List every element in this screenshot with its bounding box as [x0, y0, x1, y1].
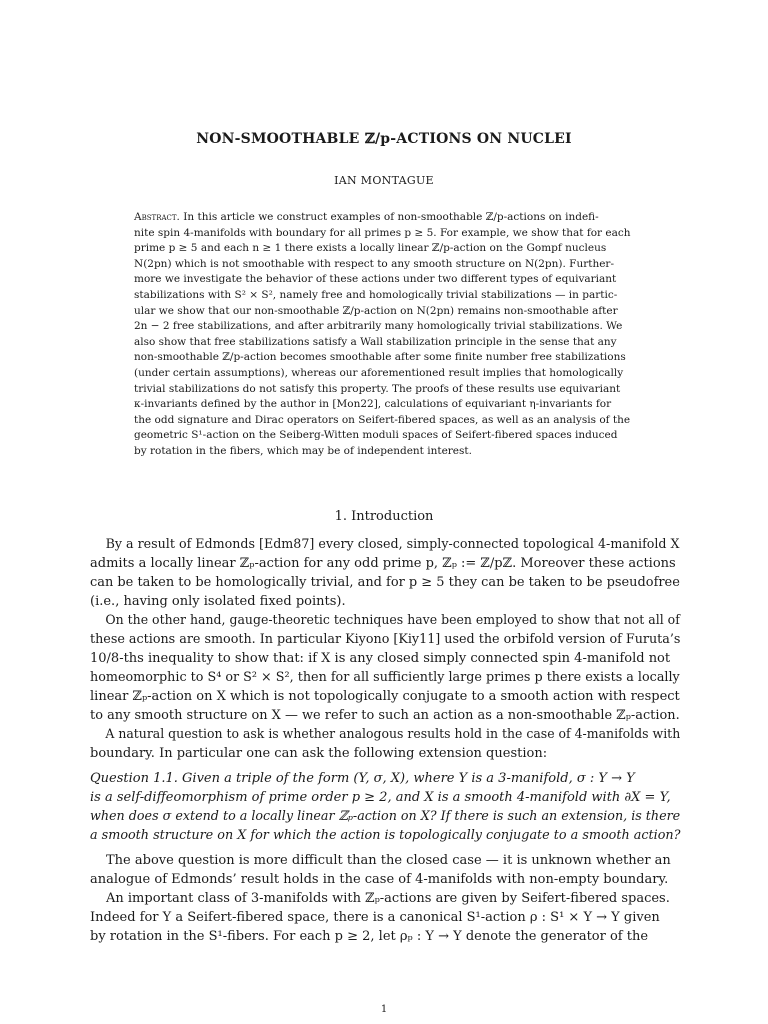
question-line: Question 1.1. Given a triple of the form (Y, σ, X), where Y is a 3-manifold, σ : Y → Y — [90, 771, 635, 786]
body-text — [90, 535, 680, 946]
body-line: Indeed for Y a Seifert-fibered space, there is a canonical S¹-action ρ : S¹ × Y → Y given — [90, 910, 660, 925]
body-line: A natural question to ask is whether analogous results hold in the case of 4-manifolds with — [105, 727, 681, 742]
body-line: 10/8-ths inequality to show that: if X is any closed simply connected spin 4-manifold not — [90, 651, 671, 666]
abstract-line: prime p ≥ 5 and each n ≥ 1 there exists a locally linear ℤ/p-action on the Gompf nucleus — [134, 242, 607, 255]
abstract-line: (under certain assumptions), whereas our aforementioned result implies that homologically — [134, 366, 624, 379]
paper-title: NON-SMOOTHABLE ℤ/p-ACTIONS ON NUCLEI — [196, 131, 572, 147]
body-line: An important class of 3-manifolds with ℤₚ-actions are given by Seifert-fibered spaces. — [106, 891, 670, 906]
body-line: By a result of Edmonds [Edm87] every closed, simply-connected topological 4-manifold X — [105, 537, 680, 552]
body-line: to any smooth structure on X — we refer to such an action as a non-smoothable ℤₚ-action. — [90, 708, 680, 723]
body-line: On the other hand, gauge-theoretic techniques have been employed to show that not all of — [105, 613, 680, 628]
question-line: when does σ extend to a locally linear ℤₚ-action on X? If there is such an extension, is there — [90, 809, 681, 824]
abstract-line: nite spin 4-manifolds with boundary for all primes p ≥ 5. For example, we show that for each — [134, 226, 631, 239]
abstract-line: κ-invariants defined by the author in [Mon22], calculations of equivariant η-invariants for — [134, 398, 612, 411]
abstract-line-text: In this article we construct examples of non-smoothable ℤ/p-actions on indefi- — [183, 211, 599, 223]
abstract-line: 2n − 2 free stabilizations, and after arbitrarily many homologically trivial stabilizations. We — [134, 320, 623, 333]
body-line: The above question is more difficult than the closed case — it is unknown whether an — [106, 853, 671, 868]
abstract-line: the odd signature and Dirac operators on Seifert-fibered spaces, as well as an analysis of the — [134, 413, 631, 426]
abstract-line: non-smoothable ℤ/p-action becomes smoothable after some finite number free stabilizations — [134, 351, 626, 364]
body-line: these actions are smooth. In particular Kiyono [Kiy11] used the orbifold version of Furuta’s — [90, 632, 681, 647]
abstract — [134, 210, 634, 460]
abstract-line — [134, 210, 634, 226]
abstract-line: stabilizations with S² × S², namely free and homologically trivial stabilizations — in partic- — [134, 288, 618, 301]
abstract-line: N(2pn) which is not smoothable with respect to any smooth structure on N(2pn). Further- — [134, 257, 614, 270]
abstract-line: ular we show that our non-smoothable ℤ/p-action on N(2pn) remains non-smoothable after — [134, 304, 618, 317]
body-line: by rotation in the S¹-fibers. For each p ≥ 2, let ρₚ : Y → Y denote the generator of the — [90, 929, 649, 944]
body-line: homeomorphic to S⁴ or S² × S², then for all sufficiently large primes p there exists a locally — [90, 670, 680, 685]
abstract-line: trivial stabilizations do not satisfy this property. The proofs of these results use equivariant — [134, 382, 621, 395]
body-line: boundary. In particular one can ask the following extension question: — [90, 746, 548, 761]
abstract-line: more we investigate the behavior of these actions under two different types of equivariant — [134, 273, 617, 286]
body-line: (i.e., having only isolated fixed points). — [90, 594, 346, 609]
body-line: admits a locally linear ℤₚ-action for any odd prime p, ℤₚ := ℤ/pℤ. Moreover these actions — [90, 556, 676, 571]
section-heading: 1. Introduction — [334, 509, 434, 524]
body-line: linear ℤₚ-action on X which is not topologically conjugate to a smooth action with respect — [90, 689, 680, 704]
abstract-line: geometric S¹-action on the Seiberg-Witten moduli spaces of Seifert-fibered spaces induced — [134, 429, 618, 442]
body-line: analogue of Edmonds’ result holds in the case of 4-manifolds with non-empty boundary. — [90, 872, 669, 887]
abstract-line: also show that free stabilizations satisfy a Wall stabilization principle in the sense that any — [134, 335, 617, 348]
paper-author: IAN MONTAGUE — [334, 174, 434, 187]
abstract-label: Abstract. — [134, 211, 180, 223]
body-line: can be taken to be homologically trivial, and for p ≥ 5 they can be taken to be pseudofree — [90, 575, 680, 590]
question-line: a smooth structure on X for which the action is topologically conjugate to a smooth action? — [90, 828, 681, 843]
question-line: is a self-diffeomorphism of prime order p ≥ 2, and X is a smooth 4-manifold with ∂X = Y, — [90, 790, 671, 805]
page-number: 1 — [380, 1004, 388, 1015]
abstract-line: by rotation in the fibers, which may be of independent interest. — [134, 444, 472, 457]
